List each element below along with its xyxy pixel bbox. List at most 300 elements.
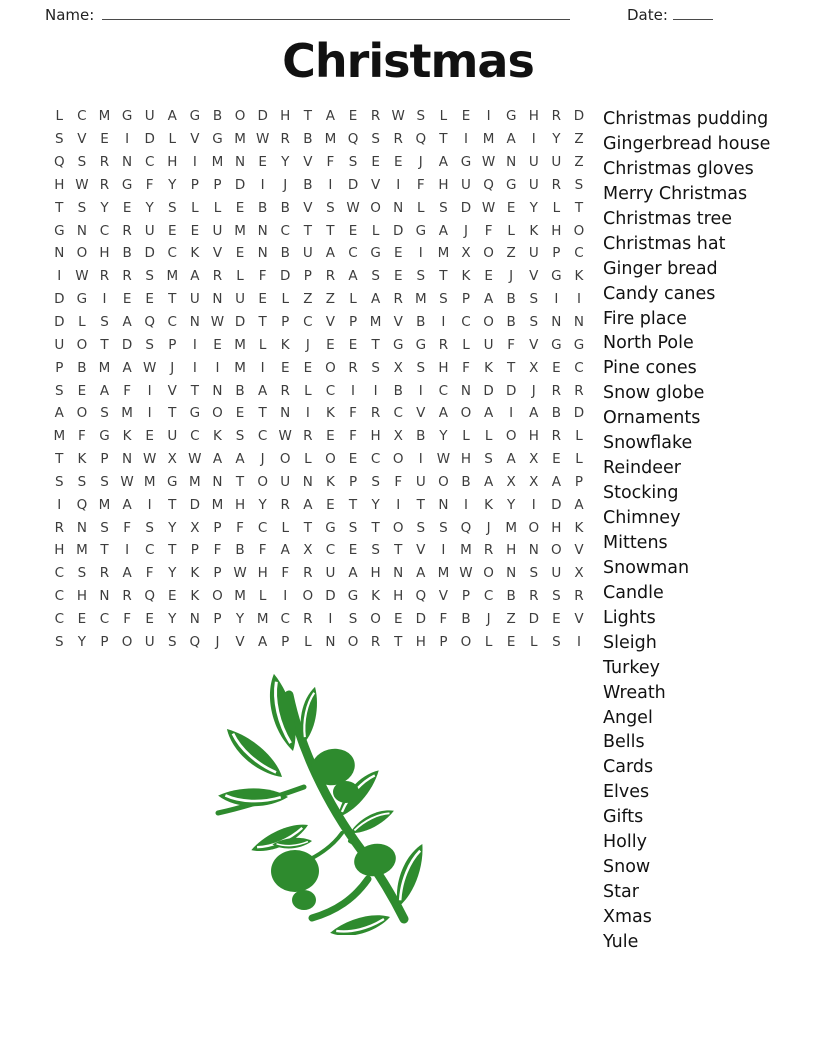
grid-letter: W — [481, 154, 496, 171]
word-list-item: Xmas — [603, 907, 652, 927]
grid-letter: Q — [189, 633, 201, 650]
grid-letter: M — [234, 588, 246, 605]
grid-letter: X — [529, 451, 539, 468]
grid-letter: F — [123, 519, 131, 536]
grid-letter: W — [210, 314, 225, 331]
grid-letter: A — [416, 565, 426, 582]
grid-letter: F — [439, 610, 448, 627]
grid-letter: W — [142, 451, 157, 468]
grid-letter: W — [255, 131, 270, 148]
grid-letter: X — [393, 428, 403, 445]
word-list-item: Wreath — [603, 682, 666, 703]
grid-letter: R — [348, 359, 358, 376]
grid-letter: R — [551, 108, 562, 125]
grid-letter: X — [574, 565, 584, 582]
word-list-item: Stocking — [603, 483, 679, 504]
grid-letter: S — [167, 633, 177, 650]
grid-letter: R — [551, 428, 562, 445]
grid-letter: L — [371, 222, 380, 239]
word-list-item: Snow — [603, 857, 651, 878]
grid-letter: M — [76, 542, 88, 559]
grid-letter: I — [396, 176, 401, 193]
grid-letter: M — [482, 131, 495, 148]
grid-letter: G — [505, 176, 517, 193]
grid-letter: J — [486, 610, 491, 627]
grid-letter: T — [168, 496, 177, 513]
name-fill-in-line — [102, 1, 570, 20]
grid-letter: N — [302, 473, 313, 490]
grid-letter: K — [461, 268, 471, 285]
grid-letter: C — [190, 428, 200, 445]
grid-letter: I — [147, 382, 152, 399]
grid-letter: E — [280, 359, 290, 376]
grid-letter: G — [54, 222, 65, 239]
grid-letter: L — [281, 519, 289, 536]
grid-letter: R — [54, 519, 64, 536]
word-list-item: Bells — [603, 732, 645, 753]
grid-letter: O — [460, 633, 472, 650]
puzzle-grid — [48, 105, 590, 653]
grid-letter: T — [100, 336, 109, 353]
grid-letter: P — [190, 542, 199, 559]
grid-letter: S — [371, 131, 380, 148]
grid-letter: I — [57, 496, 62, 513]
grid-letter: T — [574, 199, 584, 216]
word-list-item: Christmas hat — [603, 233, 726, 254]
grid-letter: N — [189, 314, 200, 331]
grid-letter: E — [213, 336, 222, 353]
grid-letter: S — [552, 633, 561, 650]
grid-letter: Z — [506, 245, 516, 262]
grid-letter: T — [258, 405, 267, 422]
grid-letter: G — [76, 291, 88, 308]
grid-letter: E — [168, 588, 177, 605]
grid-letter: M — [234, 336, 246, 353]
word-list-item: Christmas gloves — [603, 158, 754, 179]
grid-letter: G — [460, 154, 472, 171]
grid-letter: H — [551, 519, 562, 536]
grid-letter: S — [77, 473, 87, 490]
word-list-item: Snowman — [603, 557, 690, 578]
grid-letter: S — [371, 542, 380, 559]
date-fill-in-line — [673, 1, 713, 20]
grid-letter: S — [100, 405, 109, 422]
grid-letter: H — [393, 588, 404, 605]
grid-letter: I — [486, 108, 491, 125]
grid-letter: A — [506, 131, 516, 148]
grid-letter: Z — [506, 610, 516, 627]
branch-fork-stem — [312, 879, 368, 918]
grid-letter: C — [483, 588, 494, 605]
grid-letter: S — [55, 633, 64, 650]
grid-letter: B — [506, 588, 516, 605]
grid-letter: R — [393, 291, 403, 308]
grid-letter: A — [529, 405, 539, 422]
grid-letter: Q — [460, 519, 472, 536]
grid-letter: S — [416, 359, 426, 376]
grid-letter: M — [505, 519, 517, 536]
grid-letter: I — [396, 496, 401, 513]
grid-letter: O — [347, 633, 359, 650]
grid-letter: D — [347, 176, 359, 193]
grid-letter: E — [371, 154, 380, 171]
grid-letter: I — [554, 291, 559, 308]
grid-letter: V — [529, 268, 539, 285]
word-list-item: Star — [603, 882, 639, 903]
grid-letter: M — [166, 268, 179, 285]
grid-letter: G — [392, 336, 404, 353]
grid-letter: N — [506, 565, 517, 582]
grid-letter: B — [303, 131, 313, 148]
grid-letter: N — [54, 245, 65, 262]
grid-letter: E — [100, 131, 109, 148]
grid-letter: D — [325, 588, 336, 605]
grid-letter: B — [393, 382, 403, 399]
grid-letter: D — [393, 222, 404, 239]
grid-letter: L — [530, 633, 538, 650]
grid-letter: N — [257, 222, 268, 239]
olive-branch-illustration — [192, 655, 446, 935]
grid-letter: P — [213, 176, 222, 193]
grid-letter: O — [121, 633, 133, 650]
grid-letter: C — [167, 314, 177, 331]
grid-letter: N — [551, 314, 562, 331]
grid-letter: A — [212, 451, 223, 468]
grid-letter: W — [391, 108, 405, 125]
grid-letter: N — [212, 382, 223, 399]
grid-letter: R — [303, 428, 313, 445]
grid-letter: N — [122, 451, 133, 468]
grid-letter: F — [258, 268, 267, 285]
grid-letter: D — [234, 314, 246, 331]
grid-letter: N — [76, 519, 87, 536]
word-list-item: Snow globe — [603, 383, 705, 404]
grid-letter: S — [100, 519, 109, 536]
date-label: Date: — [627, 6, 668, 24]
grid-letter: S — [484, 451, 493, 468]
grid-letter: U — [528, 176, 539, 193]
grid-letter: J — [418, 154, 423, 171]
grid-letter: W — [75, 176, 89, 193]
grid-letter: A — [258, 382, 268, 399]
grid-letter: J — [509, 268, 514, 285]
grid-letter: D — [551, 496, 562, 513]
grid-letter: B — [235, 382, 245, 399]
grid-letter: Q — [144, 314, 155, 331]
grid-letter: D — [460, 199, 472, 216]
grid-letter: K — [484, 496, 493, 513]
grid-letter: L — [575, 451, 583, 468]
grid-letter: I — [463, 131, 468, 148]
grid-letter: P — [55, 359, 64, 376]
grid-letter: I — [373, 382, 378, 399]
grid-letter: X — [303, 542, 313, 559]
grid-letter: A — [551, 473, 561, 490]
grid-letter: G — [415, 336, 427, 353]
grid-letter: P — [168, 336, 177, 353]
word-list-item: Angel — [603, 707, 653, 728]
grid-letter: S — [55, 382, 64, 399]
grid-letter: M — [143, 473, 156, 490]
grid-letter: R — [529, 588, 539, 605]
grid-letter: F — [484, 222, 493, 239]
grid-letter: M — [234, 222, 246, 239]
grid-letter: E — [258, 154, 267, 171]
grid-letter: S — [235, 428, 245, 445]
grid-letter: T — [439, 131, 448, 148]
grid-letter: T — [439, 268, 448, 285]
word-list-item: Candle — [603, 582, 664, 603]
word-list-item: Yule — [603, 931, 639, 952]
grid-letter: R — [212, 268, 223, 285]
grid-letter: E — [348, 451, 358, 468]
grid-letter: I — [283, 588, 288, 605]
grid-letter: R — [280, 131, 290, 148]
grid-letter: G — [573, 336, 585, 353]
grid-letter: G — [505, 108, 517, 125]
grid-letter: S — [145, 336, 154, 353]
grid-letter: H — [99, 245, 110, 262]
grid-letter: T — [394, 542, 403, 559]
grid-letter: K — [190, 588, 200, 605]
grid-letter: W — [436, 451, 451, 468]
grid-letter: I — [305, 405, 310, 422]
word-list-item: Gingerbread house — [603, 133, 771, 154]
word-list-item: Christmas pudding — [603, 109, 769, 129]
grid-letter: H — [506, 542, 517, 559]
grid-letter: R — [99, 176, 110, 193]
grid-letter: O — [483, 314, 494, 331]
word-list-item: Ornaments — [603, 408, 701, 429]
grid-letter: I — [328, 610, 333, 627]
grid-letter: B — [416, 428, 426, 445]
grid-letter: P — [213, 519, 222, 536]
grid-letter: B — [506, 314, 516, 331]
grid-letter: G — [189, 405, 201, 422]
grid-letter: D — [54, 314, 65, 331]
grid-letter: F — [213, 542, 222, 559]
grid-letter: E — [393, 268, 403, 285]
grid-letter: F — [462, 359, 470, 376]
word-list-item: Holly — [603, 832, 647, 853]
grid-letter: O — [438, 473, 449, 490]
word-list-item: Fire place — [603, 308, 687, 329]
grid-letter: N — [122, 154, 133, 171]
grid-letter: I — [57, 268, 62, 285]
grid-letter: L — [575, 428, 583, 445]
grid-letter: E — [348, 222, 358, 239]
grid-letter: L — [78, 314, 86, 331]
grid-letter: A — [122, 314, 132, 331]
grid-letter: Y — [100, 199, 109, 216]
grid-letter: D — [573, 405, 585, 422]
grid-letter: T — [55, 451, 64, 468]
grid-letter: L — [484, 428, 493, 445]
grid-letter: H — [54, 176, 65, 193]
grid-letter: L — [462, 428, 470, 445]
grid-letter: Q — [144, 588, 155, 605]
grid-letter: N — [528, 542, 539, 559]
grid-letter: H — [528, 108, 539, 125]
grid-letter: W — [481, 199, 496, 216]
grid-letter: F — [258, 542, 267, 559]
grid-letter: I — [441, 314, 446, 331]
grid-letter: J — [283, 176, 288, 193]
grid-letter: G — [370, 245, 381, 262]
grid-letter: E — [77, 610, 87, 627]
grid-letter: T — [168, 291, 177, 308]
grid-letter: U — [528, 245, 539, 262]
grid-letter: H — [370, 428, 381, 445]
grid-letter: P — [281, 314, 290, 331]
grid-letter: E — [145, 428, 154, 445]
grid-letter: K — [122, 428, 132, 445]
grid-letter: I — [576, 633, 581, 650]
grid-letter: N — [573, 314, 584, 331]
olive-berry — [333, 781, 359, 803]
grid-letter: Q — [53, 154, 65, 171]
grid-letter: A — [438, 405, 449, 422]
grid-letter: O — [392, 451, 404, 468]
grid-letter: B — [77, 359, 87, 376]
grid-letter: N — [76, 222, 87, 239]
grid-letter: W — [278, 428, 292, 445]
grid-letter: H — [438, 176, 449, 193]
grid-letter: A — [99, 382, 110, 399]
grid-letter: B — [280, 245, 290, 262]
grid-letter: B — [122, 245, 132, 262]
grid-letter: X — [393, 359, 403, 376]
grid-letter: P — [213, 610, 222, 627]
grid-letter: E — [122, 291, 132, 308]
grid-letter: S — [348, 610, 358, 627]
grid-letter: L — [55, 108, 64, 125]
grid-letter: M — [234, 359, 246, 376]
grid-letter: E — [326, 428, 335, 445]
word-list-item: Chimney — [603, 508, 681, 528]
grid-letter: I — [441, 542, 446, 559]
grid-letter: T — [303, 222, 312, 239]
grid-letter: V — [167, 382, 177, 399]
grid-letter: M — [98, 359, 111, 376]
grid-letter: Y — [529, 199, 538, 216]
grid-letter: O — [76, 245, 88, 262]
page-title: Christmas — [282, 34, 534, 88]
grid-letter: L — [484, 633, 493, 650]
grid-letter: A — [122, 359, 132, 376]
grid-letter: R — [99, 268, 110, 285]
grid-letter: R — [280, 382, 290, 399]
grid-letter: O — [234, 108, 246, 125]
grid-letter: J — [486, 519, 491, 536]
grid-letter: G — [325, 519, 336, 536]
grid-letter: V — [574, 610, 584, 627]
grid-letter: Y — [507, 496, 516, 513]
grid-letter: M — [256, 610, 269, 627]
grid-letter: L — [191, 199, 199, 216]
word-list-item: Snowflake — [603, 433, 693, 454]
grid-letter: Q — [347, 131, 359, 148]
grid-letter: S — [529, 314, 539, 331]
grid-letter: E — [393, 610, 403, 627]
grid-letter: B — [506, 291, 516, 308]
grid-letter: N — [234, 154, 246, 171]
word-list-item: Merry Christmas — [603, 183, 748, 204]
grid-letter: U — [144, 633, 155, 650]
grid-letter: O — [483, 565, 494, 582]
grid-letter: E — [506, 199, 516, 216]
grid-letter: M — [460, 542, 472, 559]
grid-letter: E — [348, 336, 358, 353]
grid-letter: U — [461, 176, 471, 193]
grid-letter: C — [393, 405, 403, 422]
grid-letter: A — [54, 405, 64, 422]
grid-letter: A — [235, 451, 245, 468]
grid-letter: E — [393, 154, 403, 171]
grid-letter: O — [370, 610, 381, 627]
grid-letter: A — [190, 268, 200, 285]
grid-letter: Y — [168, 176, 177, 193]
word-list-item: Mittens — [603, 532, 668, 553]
grid-letter: W — [188, 451, 202, 468]
grid-letter: R — [370, 633, 381, 650]
word-list-item: Lights — [603, 607, 656, 628]
grid-letter: S — [77, 565, 87, 582]
grid-letter: S — [77, 199, 87, 216]
grid-letter: P — [213, 565, 222, 582]
grid-letter: F — [78, 428, 86, 445]
grid-letter: K — [325, 473, 335, 490]
grid-letter: D — [144, 131, 155, 148]
grid-letter: S — [371, 359, 380, 376]
grid-letter: I — [531, 496, 536, 513]
grid-letter: L — [258, 588, 267, 605]
grid-letter: P — [552, 245, 561, 262]
grid-letter: M — [414, 291, 427, 308]
grid-letter: O — [573, 222, 585, 239]
grid-letter: L — [304, 451, 312, 468]
grid-letter: C — [54, 588, 65, 605]
word-list-item: Reindeer — [603, 458, 681, 479]
grid-letter: N — [280, 405, 291, 422]
grid-letter: D — [144, 245, 155, 262]
grid-letter: S — [552, 588, 561, 605]
grid-letter: A — [370, 291, 381, 308]
grid-letter: U — [280, 473, 291, 490]
grid-letter: E — [235, 245, 245, 262]
grid-letter: G — [551, 336, 562, 353]
grid-letter: M — [53, 428, 66, 445]
grid-letter: N — [212, 473, 223, 490]
grid-letter: U — [483, 336, 494, 353]
grid-letter: E — [552, 359, 561, 376]
grid-letter: I — [125, 131, 130, 148]
grid-letter: L — [417, 199, 425, 216]
grid-letter: A — [438, 154, 449, 171]
grid-letter: D — [257, 108, 268, 125]
olive-berry — [271, 850, 319, 892]
grid-letter: I — [215, 359, 220, 376]
grid-letter: S — [326, 199, 335, 216]
grid-letter: Z — [574, 131, 584, 148]
grid-letter: T — [348, 496, 358, 513]
grid-letter: V — [325, 314, 336, 331]
grid-letter: F — [123, 610, 131, 627]
grid-letter: I — [260, 359, 265, 376]
grid-letter: L — [168, 131, 177, 148]
grid-letter: O — [76, 336, 88, 353]
grid-letter: A — [438, 222, 449, 239]
